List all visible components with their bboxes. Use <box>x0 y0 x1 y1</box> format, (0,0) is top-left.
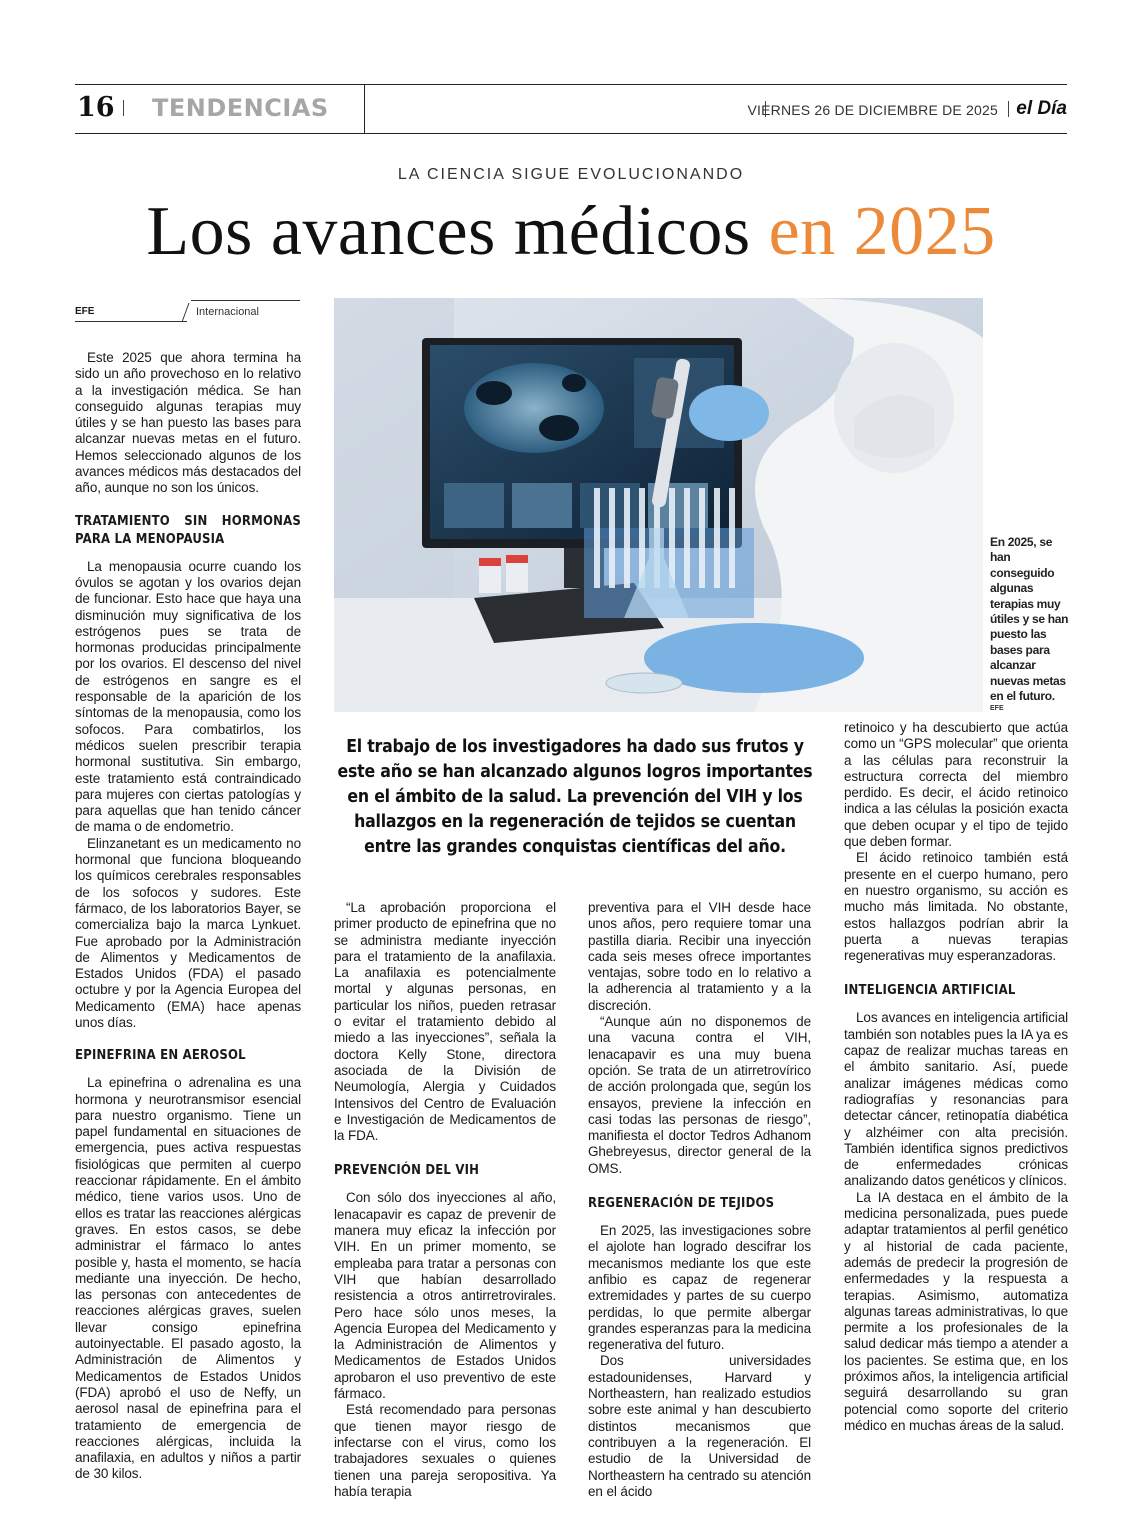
paragraph: En 2025, las investigaciones sobre el ajolote han logrado descifrar los mecanismos mediante los que este anfibio es capaz de regenerar extremidades y partes de su cuerpo perdidas, lo que permite albergar grandes esperanzas para la medicina regenerativa del futuro. <box>588 1223 811 1353</box>
paragraph: El ácido retinoico también está presente en el cuerpo humano, pero en nuestro organismo, su acción es mucho más limitada. No obstante, estos hallazgos podrían abrir la puerta a nuevas terapias regenerativas muy esperanzadoras. <box>844 850 1068 964</box>
headline-accent: en 2025 <box>768 193 996 270</box>
subheading: PREVENCIÓN DEL VIH <box>334 1163 480 1179</box>
byline-section: Internacional <box>196 306 259 318</box>
paragraph: Elinzanetant es un medicamento no hormonal que funciona bloqueando los químicos cerebrales responsables de los sofocos y sudores. Este fármaco, de los laboratorios Bayer, se comercializa bajo la marca Lynkuet. Fue aprobado por la Administración de Alimentos y Medicamentos de Estados Unidos (FDA) el pasado octubre y por la Agencia Europea del Medicamento (EMA) hace apenas unos días. <box>75 835 301 1030</box>
byline-top-rule <box>191 300 300 301</box>
header-divider <box>364 84 365 133</box>
paragraph: preventiva para el VIH desde hace unos años, pero requiere tomar una pastilla diaria. Recibir una inyección cada seis meses ofrece importantes ventajas, sobre todo en lo relativo a la adherencia al tratamiento y a la discreción. <box>588 900 811 1013</box>
subheading: EPINEFRINA EN AEROSOL <box>75 1048 246 1064</box>
byline-agency: EFE <box>75 306 95 317</box>
paragraph: Los avances en inteligencia artificial también son notables pues la IA ya es capaz de realizar muchas tareas en el ámbito sanitario. Así, puede analizar imágenes médicas como radiografías y resonancias para detectar cáncer, retinopatía diabética y alzhéimer con alta precisión. También identifica signos predictivos de enfermedades crónicas analizando datos genéticos y clínicos. <box>844 1010 1068 1189</box>
lab-illustration <box>334 298 983 712</box>
headline <box>0 192 1142 272</box>
subheading: TRATAMIENTO SIN HORMONAS PARA LA MENOPAUSIA <box>75 513 301 547</box>
header-pipe <box>123 100 124 116</box>
column-4 <box>844 720 1068 1434</box>
subheading: INTELIGENCIA ARTIFICIAL <box>844 983 1016 999</box>
header-pipe <box>1008 101 1009 117</box>
headline-main: Los avances médicos <box>146 193 769 270</box>
paragraph: “La aprobación proporciona el primer producto de epinefrina que no se administra mediante inyección para el tratamiento de la anafilaxia. La anafilaxia es potencialmente mortal y algunas personas, en particular los niños, pueden retrasar o evitar el tratamiento debido al miedo a las inyecciones”, señala la doctora Kelly Stone, directora asociada de la División de Neumología, Alergia y Cuidados Intensivos del Centro de Evaluación e Investigación de Medicamentos de la FDA. <box>334 900 556 1144</box>
paragraph: “Aunque aún no disponemos de una vacuna contra el VIH, lenacapavir es una muy buena opción. Se trata de un atirretrovírico de acción prolongada que, según los ensayos, previene la infección en casi todas las personas de riesgo”, manifiesta el doctor Tedros Adhanom Ghebreyesus, director general de la OMS. <box>588 1014 811 1176</box>
photo-caption: En 2025, se han conseguido algunas terapias muy útiles y se han puesto las bases para alcanzar nuevas metas en el futuro. <box>990 535 1069 704</box>
newspaper-logo: el Día <box>1016 98 1067 119</box>
paragraph: La menopausia ocurre cuando los óvulos se agotan y los ovarios dejan de funcionar. Esto hace que haya una disminución muy significativa de los estrógenos pues se trata de hormonas producidas principalmente por los ovarios. El descenso del nivel de estrógenos en sangre es el responsable de la aparición de los síntomas de la menopausia, como los sofocos. Para combatirlos, los médicos suelen prescribir terapia hormonal sustitutiva. Sin embargo, este tratamiento está contraindicado para mujeres con ciertas patologías y para aquellas que han tenido cáncer de mama o de endometrio. <box>75 558 301 835</box>
header-bottom-rule <box>75 133 1067 134</box>
paragraph: Está recomendado para personas que tienen mayor riesgo de infectarse con el virus, como los trabajadores sexuales o quienes tienen una pareja seropositiva. Ya había terapia <box>334 1402 556 1499</box>
paragraph: Dos universidades estadounidenses, Harvard y Northeastern, han realizado estudios sobre este animal y han descubierto distintos mecanismos que contribuyen a la regeneración. El estudio de la Universidad de Northeastern ha centrado su atención en el ácido <box>588 1353 811 1499</box>
column-2 <box>334 900 556 1500</box>
lede: El trabajo de los investigadores ha dado sus frutos y este año se han alcanzado algunos logros importantes en el ámbito de la salud. La prevención del VIH y los hallazgos en la regeneración de tejidos se cuentan entre las grandes conquistas científicas del año. <box>337 737 813 857</box>
paragraph: La IA destaca en el ámbito de la medicina personalizada, pues puede adaptar tratamientos al perfil genético y al historial de cada paciente, además de predecir la progresión de enfermedades y la respuesta a terapias. Asimismo, automatiza algunas tareas administrativas, lo que permite a los profesionales de la salud dedicar más tiempo a atender a los pacientes. Se estima que, en los próximos años, la inteligencia artificial seguirá desarrollando su gran potencial como soporte del criterio médico en muchas áreas de la salud. <box>844 1189 1068 1433</box>
header-top-rule <box>75 84 1067 85</box>
kicker: LA CIENCIA SIGUE EVOLUCIONANDO <box>397 166 745 183</box>
paragraph: La epinefrina o adrenalina es una hormona y neurotransmisor esencial para nuestro organismo. Tiene un papel fundamental en situaciones de emergencia, pues activa respuestas fisiológicas que permiten al cuerpo reaccionar rápidamente. En el ámbito médico, tiene varios usos. Uno de ellos es tratar las reacciones alérgicas graves. En estos casos, se debe administrar el fármaco lo antes posible y, hasta el momento, se hacía mediante una inyección. De hecho, las personas con antecedentes de reacciones alérgicas graves, suelen llevar consigo epinefrina autoinyectable. El pasado agosto, la Administración de Alimentos y Medicamentos de Estados Unidos (FDA) aprobó el uso de Neffy, un aerosol nasal de epinefrina para el tratamiento de emergencia de reacciones alérgicas, incluida la anafilaxia, en adultos y niños a partir de 30 kilos. <box>75 1075 301 1482</box>
paragraph: Con sólo dos inyecciones al año, lenacapavir es capaz de prevenir de manera muy eficaz la infección por VIH. En un primer momento, se empleaba para tratar a personas con VIH que habían desarrollado resistencia a otros antirretrovirales. Pero hace sólo unos meses, la Agencia Europea del Medicamento y la Administración de Alimentos y Medicamentos de Estados Unidos aprobaron el uso preventivo de este fármaco. <box>334 1190 556 1402</box>
subheading: REGENERACIÓN DE TEJIDOS <box>588 1196 775 1212</box>
byline-slash <box>182 303 190 322</box>
lab-photo <box>334 298 983 712</box>
paragraph: Este 2025 que ahora termina ha sido un año provechoso en lo relativo a la investigación médica. Se han conseguido algunas terapias muy útiles y se han puesto las bases para alcanzar nuevas metas en el futuro. Hemos seleccionado algunos de los avances médicos más destacados del año, aunque no son los únicos. <box>75 350 301 496</box>
section-title: TENDENCIAS <box>152 94 329 122</box>
column-1 <box>75 350 301 1483</box>
photo-credit: EFE <box>990 705 1004 712</box>
page-number: 16 <box>77 92 115 123</box>
issue-date: VIERNES 26 DE DICIEMBRE DE 2025 <box>747 102 998 118</box>
paragraph: retinoico y ha descubierto que actúa como un “GPS molecular” que orienta a las células para reconstruir la estructura correcta del miembro perdido. Es decir, el ácido retinoico indica a las células la posición exacta que deben ocupar y el tipo de tejido que deben formar. <box>844 720 1068 850</box>
column-3 <box>588 900 811 1500</box>
byline-rule <box>75 321 187 322</box>
